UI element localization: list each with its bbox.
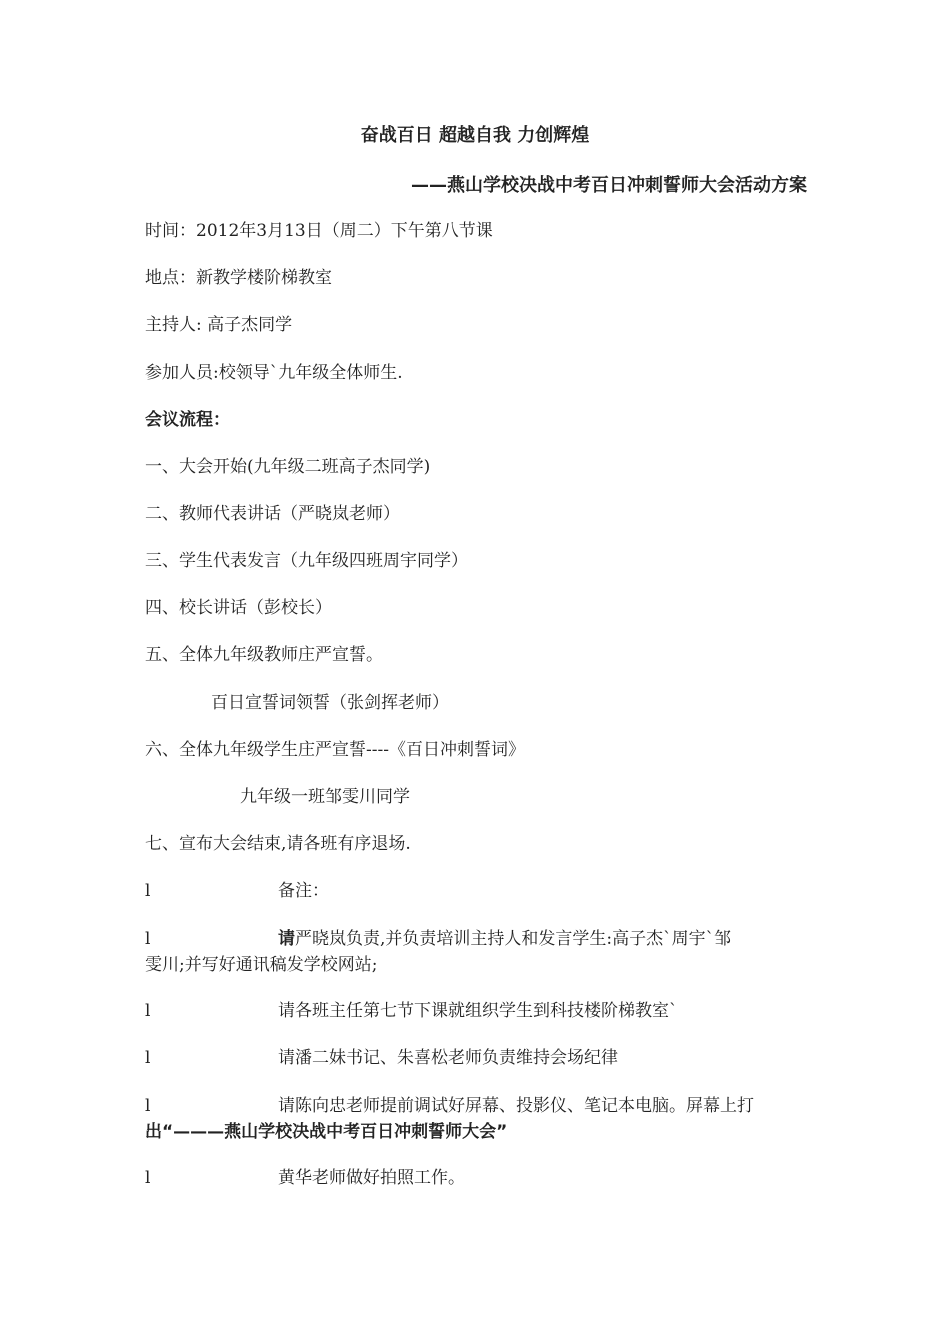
- note-1-rest: 严晓岚负责,并负责培训主持人和发言学生:高子杰`周宇`邹: [295, 929, 732, 949]
- note-1-bold: 请: [278, 929, 295, 949]
- note-bullet: l: [145, 929, 151, 949]
- agenda-item: 五、全体九年级教师庄严宣誓。: [145, 645, 383, 665]
- agenda-item: 三、学生代表发言（九年级四班周宇同学）: [145, 551, 468, 571]
- agenda-item: 七、宣布大会结束,请各班有序退场.: [145, 834, 411, 854]
- agenda-item: 一、大会开始(九年级二班高子杰同学): [145, 457, 431, 477]
- meeting-place: 地点：新教学楼阶梯教室: [145, 268, 332, 288]
- note-bullet: l: [145, 1001, 151, 1021]
- note-3: 请潘二妹书记、朱喜松老师负责维持会场纪律: [278, 1048, 618, 1068]
- agenda-item: 六、全体九年级学生庄严宣誓----《百日冲刺誓词》: [145, 740, 525, 760]
- agenda-item: 二、教师代表讲话（严晓岚老师）: [145, 504, 400, 524]
- meeting-host: 主持人: 高子杰同学: [145, 315, 293, 335]
- document-subtitle: ——燕山学校决战中考百日冲刺誓师大会活动方案: [411, 175, 807, 196]
- meeting-attendees: 参加人员:校领导`九年级全体师生.: [145, 363, 403, 383]
- note-bullet: l: [145, 1168, 151, 1188]
- note-2: 请各班主任第七节下课就组织学生到科技楼阶梯教室`: [278, 1001, 678, 1021]
- note-bullet: l: [145, 1048, 151, 1068]
- notes-heading: 备注：: [278, 881, 329, 901]
- agenda-heading: 会议流程：: [145, 410, 230, 430]
- agenda-subitem: 九年级一班邹雯川同学: [240, 787, 410, 807]
- note-4: 请陈向忠老师提前调试好屏幕、投影仪、笔记本电脑。屏幕上打: [278, 1096, 754, 1116]
- note-1-line2: 雯川;并写好通讯稿发学校网站;: [145, 955, 378, 975]
- note-bullet: l: [145, 1096, 151, 1116]
- agenda-subitem: 百日宣誓词领誓（张剑挥老师）: [211, 693, 449, 713]
- note-bullet: l: [145, 881, 151, 901]
- note-4-line2: 出“———燕山学校决战中考百日冲刺誓师大会”: [145, 1122, 508, 1142]
- note-1: [278, 927, 731, 951]
- note-5: 黄华老师做好拍照工作。: [278, 1168, 465, 1188]
- document-title: 奋战百日 超越自我 力创辉煌: [360, 125, 590, 146]
- agenda-item: 四、校长讲话（彭校长）: [145, 598, 332, 618]
- meeting-time: 时间：2012年3月13日（周二）下午第八节课: [145, 221, 493, 241]
